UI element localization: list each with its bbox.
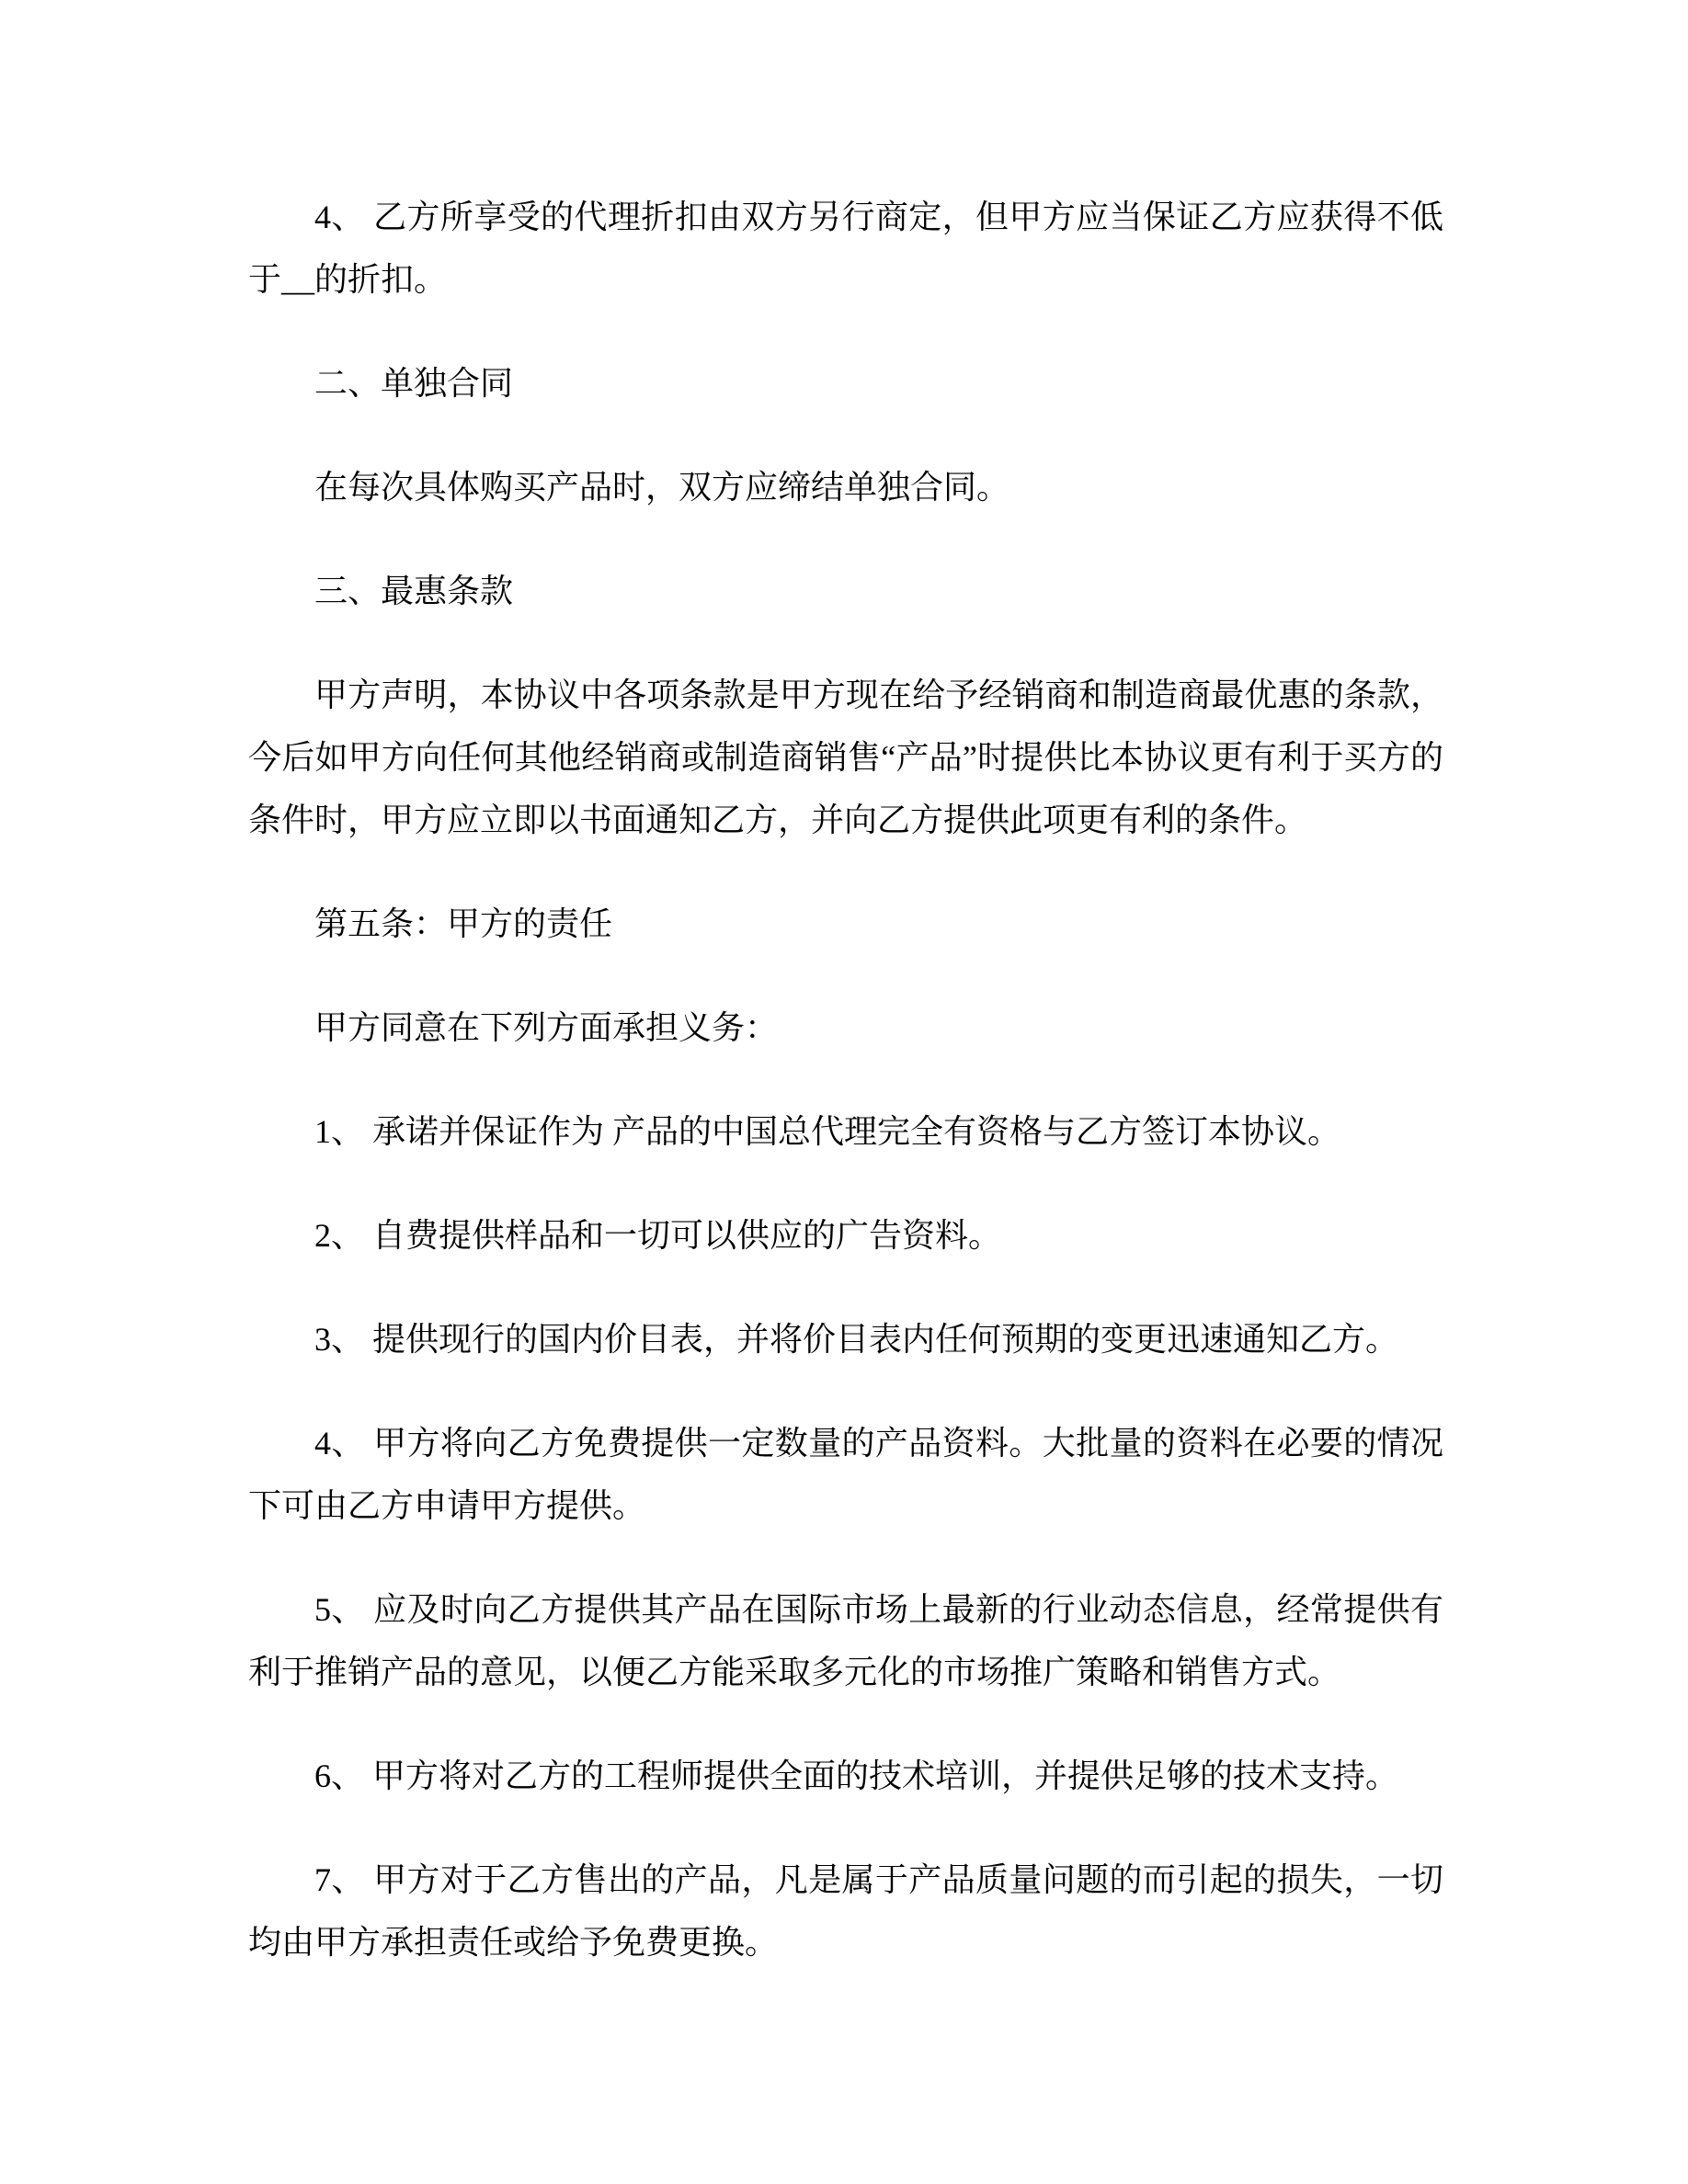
document-paragraph: 3、 提供现行的国内价目表，并将价目表内任何预期的变更迅速通知乙方。 <box>314 1321 1399 1358</box>
document-paragraph: 1、 承诺并保证作为 产品的中国总代理完全有资格与乙方签订本协议。 <box>314 1113 1341 1150</box>
document-paragraph: 在每次具体购买产品时，双方应缔结单独合同。 <box>314 469 1010 506</box>
document-paragraph: 4、 乙方所享受的代理折扣由双方另行商定，但甲方应当保证乙方应获得不低于__的折扣。 <box>248 199 1443 298</box>
document-paragraph: 二、单独合同 <box>314 365 514 402</box>
document-paragraph: 5、 应及时向乙方提供其产品在国际市场上最新的行业动态信息，经常提供有利于推销产品的意见，以便乙方能采取多元化的市场推广策略和销售方式。 <box>248 1591 1443 1690</box>
document-paragraph: 第五条：甲方的责任 <box>314 905 613 942</box>
document-paragraph: 4、 甲方将向乙方免费提供一定数量的产品资料。大批量的资料在必要的情况下可由乙方申请甲方提供。 <box>248 1425 1443 1524</box>
document-paragraph: 甲方同意在下列方面承担义务： <box>314 1009 779 1046</box>
document-paragraph: 2、 自费提供样品和一切可以供应的广告资料。 <box>314 1217 1002 1254</box>
document-paragraph: 6、 甲方将对乙方的工程师提供全面的技术培训，并提供足够的技术支持。 <box>314 1757 1399 1794</box>
document-paragraph: 甲方声明，本协议中各项条款是甲方现在给予经销商和制造商最优惠的条款，今后如甲方向任何其他经销商或制造商销售“产品”时提供比本协议更有利于买方的条件时，甲方应立即以书面通知乙方，并向乙方提供此项更有利的条件。 <box>248 677 1443 838</box>
document-paragraph: 三、最惠条款 <box>314 573 514 609</box>
document-paragraph: 7、 甲方对于乙方售出的产品，凡是属于产品质量问题的而引起的损失，一切均由甲方承担责任或给予免费更换。 <box>248 1861 1443 1961</box>
document-body <box>248 186 1443 1974</box>
